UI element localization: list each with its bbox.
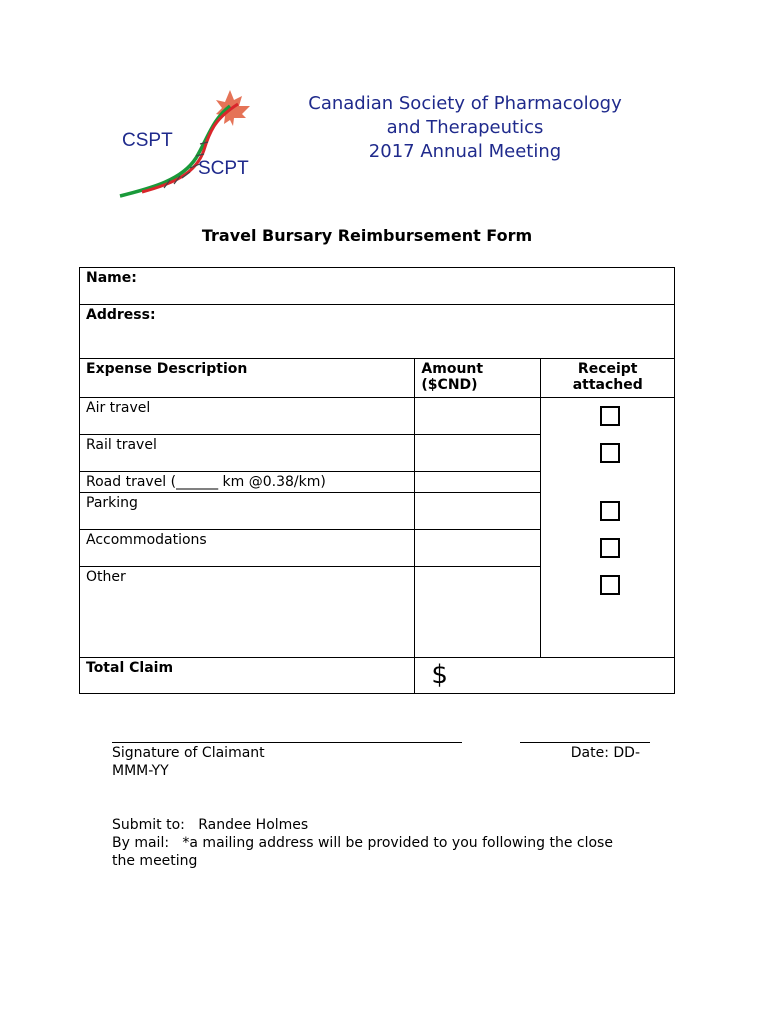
row-road-amount[interactable] (415, 472, 541, 493)
submission-info (112, 816, 672, 870)
signature-block (112, 744, 652, 780)
header-amount (415, 359, 541, 398)
row-other-amount[interactable] (415, 567, 541, 658)
form-title: Travel Bursary Reimbursement Form (201, 226, 533, 245)
row-road-label: Road travel (______ km @0.38/km) (80, 472, 415, 493)
row-rail-amount[interactable] (415, 435, 541, 472)
org-line-2: and Therapeutics (386, 117, 544, 138)
date-label-wrap: MMM-YY (112, 763, 169, 779)
date-label: Date: DD- (570, 745, 640, 761)
accommodations-receipt-checkbox[interactable] (600, 538, 620, 558)
reimbursement-table (79, 267, 675, 694)
row-parking-label: Parking (80, 493, 415, 530)
cspt-logo (112, 84, 262, 200)
header-description: Expense Description (80, 359, 415, 398)
header-amount-line2: ($CND) (421, 377, 478, 393)
org-line-3: 2017 Annual Meeting (368, 141, 562, 162)
name-label: Name: (86, 270, 137, 286)
header-receipt-line2: attached (572, 377, 643, 393)
name-field[interactable] (80, 268, 675, 305)
row-air-receipt (541, 398, 675, 435)
row-accommodations-receipt (541, 530, 675, 567)
row-other-receipt (541, 567, 675, 658)
row-parking-receipt (541, 493, 675, 530)
total-claim-label: Total Claim (80, 658, 415, 694)
address-field[interactable] (80, 305, 675, 359)
other-receipt-checkbox[interactable] (600, 575, 620, 595)
air-receipt-checkbox[interactable] (600, 406, 620, 426)
signature-line[interactable] (112, 742, 462, 743)
submit-to-line: Submit to: Randee Holmes (112, 817, 309, 833)
logo-scpt-text: SCPT (198, 158, 249, 179)
parking-receipt-checkbox[interactable] (600, 501, 620, 521)
logo-cspt-text: CSPT (122, 130, 173, 151)
row-rail-label: Rail travel (80, 435, 415, 472)
row-accommodations-amount[interactable] (415, 530, 541, 567)
by-mail-line-wrap: the meeting (112, 853, 198, 869)
signature-label: Signature of Claimant (112, 745, 265, 761)
total-dollar-sign: $ (431, 660, 448, 690)
row-air-amount[interactable] (415, 398, 541, 435)
row-road-receipt (541, 472, 675, 493)
by-mail-line: By mail: *a mailing address will be provided to you following the close (112, 835, 613, 851)
row-other-label: Other (80, 567, 415, 658)
organization-heading (270, 92, 660, 164)
total-claim-amount[interactable] (415, 658, 675, 694)
row-air-label: Air travel (80, 398, 415, 435)
header-amount-line1: Amount (421, 361, 484, 377)
org-line-1: Canadian Society of Pharmacology (308, 93, 622, 114)
row-accommodations-label: Accommodations (80, 530, 415, 567)
address-label: Address: (86, 307, 156, 323)
date-line[interactable] (520, 742, 650, 743)
row-parking-amount[interactable] (415, 493, 541, 530)
header-receipt (541, 359, 675, 398)
row-rail-receipt (541, 435, 675, 472)
header-receipt-line1: Receipt (577, 361, 638, 377)
rail-receipt-checkbox[interactable] (600, 443, 620, 463)
